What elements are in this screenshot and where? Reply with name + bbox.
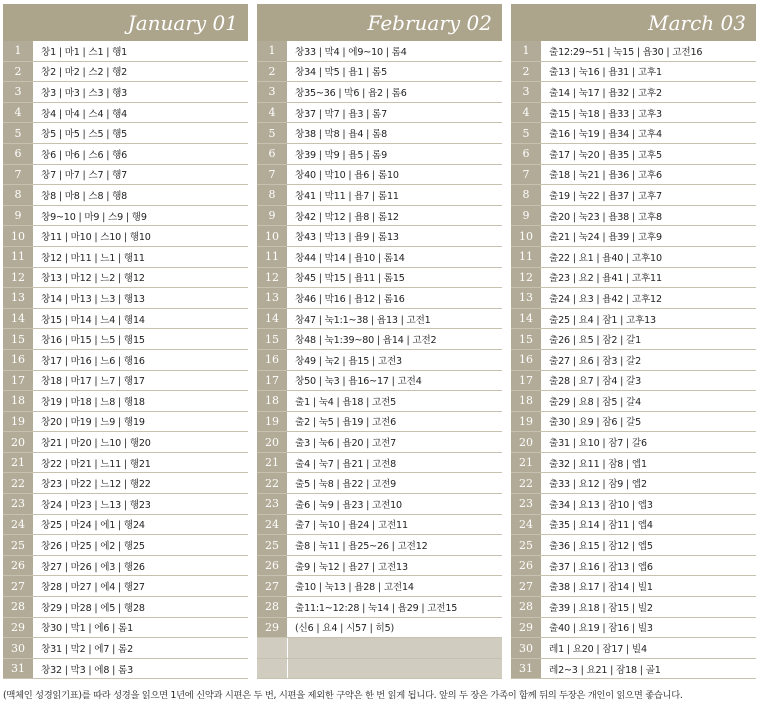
- reading-plan: 창18 | 마17 | 느7 | 행17: [34, 371, 248, 391]
- reading-plan: 창40 | 막10 | 욥6 | 롬10: [288, 165, 502, 185]
- day-number: 20: [257, 432, 288, 452]
- day-row: [3, 391, 248, 412]
- day-row: [257, 41, 502, 62]
- reading-plan: 창41 | 막11 | 욥7 | 롬11: [288, 185, 502, 205]
- day-row: [257, 535, 502, 556]
- day-number: 8: [511, 185, 542, 205]
- day-number: 24: [3, 515, 34, 535]
- reading-plan: 출25 | 요4 | 잠1 | 고후13: [542, 309, 756, 329]
- day-number: 20: [3, 432, 34, 452]
- day-number: 29: [3, 618, 34, 638]
- day-number: 10: [3, 226, 34, 246]
- day-row: [3, 494, 248, 515]
- day-number: 17: [3, 371, 34, 391]
- day-row: [511, 123, 756, 144]
- day-number: 7: [257, 165, 288, 185]
- reading-plan: 출13 | 눅16 | 욥31 | 고후1: [542, 62, 756, 82]
- reading-plan: 창12 | 마11 | 느1 | 행11: [34, 247, 248, 267]
- day-number: 23: [3, 494, 34, 514]
- reading-plan: 창25 | 마24 | 에1 | 행24: [34, 515, 248, 535]
- day-number: [257, 638, 288, 658]
- day-row: [257, 576, 502, 597]
- day-row: [511, 597, 756, 618]
- day-row: [511, 618, 756, 639]
- reading-plan: 창34 | 막5 | 욥1 | 롬5: [288, 62, 502, 82]
- reading-plan: 창50 | 눅3 | 욥16~17 | 고전4: [288, 371, 502, 391]
- reading-plan: 출31 | 요10 | 잠7 | 갈6: [542, 432, 756, 452]
- day-row: [257, 62, 502, 83]
- day-number: 5: [257, 123, 288, 143]
- reading-plan: 출34 | 요13 | 잠10 | 엡3: [542, 494, 756, 514]
- day-row: [257, 556, 502, 577]
- reading-plan: 출18 | 눅21 | 욥36 | 고후6: [542, 165, 756, 185]
- day-row: [257, 473, 502, 494]
- day-row: [511, 371, 756, 392]
- day-number: 19: [511, 412, 542, 432]
- reading-plan: 창39 | 막9 | 욥5 | 롬9: [288, 144, 502, 164]
- day-row: [3, 597, 248, 618]
- day-row: [257, 226, 502, 247]
- day-number: 12: [511, 268, 542, 288]
- reading-plan: 창8 | 마8 | 스8 | 행8: [34, 185, 248, 205]
- day-row: [257, 494, 502, 515]
- day-row: [511, 226, 756, 247]
- reading-plan: 창14 | 마13 | 느3 | 행13: [34, 288, 248, 308]
- day-number: 4: [511, 103, 542, 123]
- day-number: 13: [257, 288, 288, 308]
- day-number: 31: [3, 659, 34, 679]
- day-row: [511, 144, 756, 165]
- reading-plan: 창6 | 마6 | 스6 | 행6: [34, 144, 248, 164]
- day-row: [3, 638, 248, 659]
- day-number: 25: [257, 535, 288, 555]
- day-number: 21: [257, 453, 288, 473]
- day-number: 25: [3, 535, 34, 555]
- day-number: 6: [511, 144, 542, 164]
- reading-plan: 창22 | 마21 | 느11 | 행21: [34, 453, 248, 473]
- day-number: 16: [511, 350, 542, 370]
- day-row: [3, 268, 248, 289]
- day-number: 11: [3, 247, 34, 267]
- reading-plan: 창49 | 눅2 | 욥15 | 고전3: [288, 350, 502, 370]
- reading-plan: 출37 | 요16 | 잠13 | 엡6: [542, 556, 756, 576]
- day-row: [3, 473, 248, 494]
- reading-plan: 출28 | 요7 | 잠4 | 갈3: [542, 371, 756, 391]
- day-row: [3, 309, 248, 330]
- day-row: [511, 659, 756, 680]
- reading-plan: 출24 | 요3 | 욥42 | 고후12: [542, 288, 756, 308]
- day-row: [511, 515, 756, 536]
- day-number: 15: [511, 329, 542, 349]
- day-number: 12: [3, 268, 34, 288]
- reading-plan: 출4 | 눅7 | 욥21 | 고전8: [288, 453, 502, 473]
- day-number: 4: [3, 103, 34, 123]
- reading-plan: 출7 | 눅10 | 욥24 | 고전11: [288, 515, 502, 535]
- reading-plan: 출16 | 눅19 | 욥34 | 고후4: [542, 123, 756, 143]
- day-number: 15: [3, 329, 34, 349]
- reading-plan: 출40 | 요19 | 잠16 | 빌3: [542, 618, 756, 638]
- day-row: [257, 329, 502, 350]
- reading-plan: 창29 | 마28 | 에5 | 행28: [34, 597, 248, 617]
- day-number: 18: [3, 391, 34, 411]
- day-row: [257, 103, 502, 124]
- day-row: [257, 432, 502, 453]
- reading-plan: 창11 | 마10 | 스10 | 행10: [34, 226, 248, 246]
- reading-plan: 창19 | 마18 | 느8 | 행18: [34, 391, 248, 411]
- day-number: 7: [511, 165, 542, 185]
- day-number: 30: [3, 638, 34, 658]
- day-row: [511, 247, 756, 268]
- day-list: [3, 41, 248, 679]
- day-number: 26: [257, 556, 288, 576]
- day-number: 17: [257, 371, 288, 391]
- day-row: [257, 659, 502, 680]
- day-number: 22: [3, 473, 34, 493]
- reading-plan: 창48 | 눅1:39~80 | 욥14 | 고전2: [288, 329, 502, 349]
- day-row: [3, 165, 248, 186]
- day-row: [511, 185, 756, 206]
- day-row: [257, 618, 502, 639]
- day-row: [3, 412, 248, 433]
- day-number: 1: [511, 41, 542, 61]
- day-number: 13: [3, 288, 34, 308]
- day-number: 10: [511, 226, 542, 246]
- day-number: 28: [3, 597, 34, 617]
- day-row: [511, 41, 756, 62]
- reading-plan: 창20 | 마19 | 느9 | 행19: [34, 412, 248, 432]
- day-row: [257, 165, 502, 186]
- day-number: 27: [3, 576, 34, 596]
- reading-plan: 창16 | 마15 | 느5 | 행15: [34, 329, 248, 349]
- day-row: [3, 329, 248, 350]
- day-number: 27: [511, 576, 542, 596]
- day-list: [257, 41, 502, 679]
- day-row: [3, 432, 248, 453]
- reading-plan: 창33 | 막4 | 에9~10 | 롬4: [288, 41, 502, 61]
- reading-plan: 출23 | 요2 | 욥41 | 고후11: [542, 268, 756, 288]
- day-row: [3, 350, 248, 371]
- day-row: [511, 432, 756, 453]
- day-number: 8: [3, 185, 34, 205]
- day-row: [511, 103, 756, 124]
- reading-plan: 창42 | 막12 | 욥8 | 롬12: [288, 206, 502, 226]
- reading-plan: 출12:29~51 | 눅15 | 욥30 | 고전16: [542, 41, 756, 61]
- reading-plan: 출29 | 요8 | 잠5 | 갈4: [542, 391, 756, 411]
- day-row: [511, 82, 756, 103]
- day-number: 19: [3, 412, 34, 432]
- reading-plan: 레2~3 | 요21 | 잠18 | 골1: [542, 659, 756, 679]
- day-number: 12: [257, 268, 288, 288]
- reading-plan: 창37 | 막7 | 욥3 | 롬7: [288, 103, 502, 123]
- day-number: 23: [511, 494, 542, 514]
- day-number: 24: [257, 515, 288, 535]
- day-number: 14: [3, 309, 34, 329]
- month-title: February 02: [257, 4, 502, 41]
- reading-plan: 창28 | 마27 | 에4 | 행27: [34, 576, 248, 596]
- day-row: [3, 103, 248, 124]
- reading-plan: 창21 | 마20 | 느10 | 행20: [34, 432, 248, 452]
- footnote: (맥체인 성경읽기표)를 따라 성경을 읽으면 1년에 신약과 시편은 두 번, 시편을 제외한 구약은 한 번 읽게 됩니다. 앞의 두 장은 가족이 함께 뒤의 두장은 개인이 읽으면 좋습니다.: [3, 690, 683, 701]
- reading-plan: [288, 638, 502, 658]
- day-number: 9: [511, 206, 542, 226]
- day-row: [3, 535, 248, 556]
- reading-plan: 창2 | 마2 | 스2 | 행2: [34, 62, 248, 82]
- day-row: [257, 391, 502, 412]
- day-number: 24: [511, 515, 542, 535]
- day-row: [257, 515, 502, 536]
- reading-plan: 출30 | 요9 | 잠6 | 갈5: [542, 412, 756, 432]
- day-number: 3: [511, 82, 542, 102]
- day-number: 6: [257, 144, 288, 164]
- day-row: [3, 659, 248, 680]
- reading-plan: 창24 | 마23 | 느13 | 행23: [34, 494, 248, 514]
- day-row: [257, 638, 502, 659]
- reading-plan: 출11:1~12:28 | 눅14 | 욥29 | 고전15: [288, 597, 502, 617]
- reading-plan: 창13 | 마12 | 느2 | 행12: [34, 268, 248, 288]
- reading-plan: 출36 | 요15 | 잠12 | 엡5: [542, 535, 756, 555]
- day-row: [3, 576, 248, 597]
- reading-plan: 창44 | 막14 | 욥10 | 롬14: [288, 247, 502, 267]
- reading-plan: 출21 | 눅24 | 욥39 | 고후9: [542, 226, 756, 246]
- reading-plan: 출19 | 눅22 | 욥37 | 고후7: [542, 185, 756, 205]
- reading-plan: 창27 | 마26 | 에3 | 행26: [34, 556, 248, 576]
- month-column-march: [511, 4, 756, 679]
- day-number: 10: [257, 226, 288, 246]
- reading-plan: 창17 | 마16 | 느6 | 행16: [34, 350, 248, 370]
- day-row: [257, 350, 502, 371]
- reading-plan: 출8 | 눅11 | 욥25~26 | 고전12: [288, 535, 502, 555]
- day-row: [511, 288, 756, 309]
- day-number: 15: [257, 329, 288, 349]
- day-number: 16: [3, 350, 34, 370]
- day-number: 27: [257, 576, 288, 596]
- day-number: 9: [257, 206, 288, 226]
- day-row: [511, 309, 756, 330]
- day-list: [511, 41, 756, 679]
- reading-plan: 출32 | 요11 | 잠8 | 엡1: [542, 453, 756, 473]
- day-number: 2: [511, 62, 542, 82]
- day-row: [511, 556, 756, 577]
- day-row: [257, 371, 502, 392]
- reading-plan: (신6 | 요4 | 시57 | 히5): [288, 618, 502, 638]
- day-number: 26: [3, 556, 34, 576]
- day-row: [3, 556, 248, 577]
- day-number: 25: [511, 535, 542, 555]
- reading-plan: 창4 | 마4 | 스4 | 행4: [34, 103, 248, 123]
- day-row: [257, 82, 502, 103]
- day-number: 31: [511, 659, 542, 679]
- day-number: 11: [511, 247, 542, 267]
- month-column-january: [3, 4, 248, 679]
- day-row: [511, 391, 756, 412]
- day-row: [257, 268, 502, 289]
- reading-plan: 창26 | 마25 | 에2 | 행25: [34, 535, 248, 555]
- reading-plan: 출6 | 눅9 | 욥23 | 고전10: [288, 494, 502, 514]
- day-number: 1: [3, 41, 34, 61]
- day-row: [3, 288, 248, 309]
- day-row: [3, 144, 248, 165]
- day-row: [3, 41, 248, 62]
- reading-plan: 출35 | 요14 | 잠11 | 엡4: [542, 515, 756, 535]
- day-number: 3: [3, 82, 34, 102]
- day-number: 20: [511, 432, 542, 452]
- reading-plan: 출33 | 요12 | 잠9 | 엡2: [542, 473, 756, 493]
- day-number: 22: [511, 473, 542, 493]
- day-row: [257, 453, 502, 474]
- day-number: 23: [257, 494, 288, 514]
- day-number: 19: [257, 412, 288, 432]
- day-row: [3, 453, 248, 474]
- month-title: March 03: [511, 4, 756, 41]
- day-number: 2: [257, 62, 288, 82]
- day-row: [257, 144, 502, 165]
- day-number: 30: [511, 638, 542, 658]
- reading-plan: 창32 | 막3 | 에8 | 롬3: [34, 659, 248, 679]
- month-column-february: [257, 4, 502, 679]
- day-row: [3, 82, 248, 103]
- day-number: 18: [511, 391, 542, 411]
- day-row: [3, 185, 248, 206]
- month-title: January 01: [3, 4, 248, 41]
- reading-plan: 출27 | 요6 | 잠3 | 갈2: [542, 350, 756, 370]
- reading-plan: 창47 | 눅1:1~38 | 욥13 | 고전1: [288, 309, 502, 329]
- day-number: 29: [511, 618, 542, 638]
- day-number: 22: [257, 473, 288, 493]
- day-row: [511, 268, 756, 289]
- reading-plan: 출3 | 눅6 | 욥20 | 고전7: [288, 432, 502, 452]
- reading-plan: 창5 | 마5 | 스5 | 행5: [34, 123, 248, 143]
- day-row: [511, 453, 756, 474]
- day-row: [257, 309, 502, 330]
- reading-plan: 출9 | 눅12 | 욥27 | 고전13: [288, 556, 502, 576]
- day-number: 16: [257, 350, 288, 370]
- day-row: [257, 412, 502, 433]
- day-row: [511, 576, 756, 597]
- day-number: 1: [257, 41, 288, 61]
- reading-plan: 출26 | 요5 | 잠2 | 갈1: [542, 329, 756, 349]
- day-number: 29: [257, 618, 288, 638]
- day-row: [257, 206, 502, 227]
- day-row: [257, 123, 502, 144]
- day-row: [511, 165, 756, 186]
- day-number: 18: [257, 391, 288, 411]
- day-number: 4: [257, 103, 288, 123]
- reading-plan: 출20 | 눅23 | 욥38 | 고후8: [542, 206, 756, 226]
- day-row: [511, 473, 756, 494]
- day-number: [257, 659, 288, 679]
- day-number: 5: [511, 123, 542, 143]
- day-row: [511, 62, 756, 83]
- day-row: [257, 288, 502, 309]
- reading-plan: 창45 | 막15 | 욥11 | 롬15: [288, 268, 502, 288]
- reading-plan: 창38 | 막8 | 욥4 | 롬8: [288, 123, 502, 143]
- reading-plan: 창23 | 마22 | 느12 | 행22: [34, 473, 248, 493]
- reading-plan: 출14 | 눅17 | 욥32 | 고후2: [542, 82, 756, 102]
- day-number: 13: [511, 288, 542, 308]
- reading-plan: 출5 | 눅8 | 욥22 | 고전9: [288, 473, 502, 493]
- reading-plan: 창15 | 마14 | 느4 | 행14: [34, 309, 248, 329]
- reading-plan: 창9~10 | 마9 | 스9 | 행9: [34, 206, 248, 226]
- reading-plan: 창3 | 마3 | 스3 | 행3: [34, 82, 248, 102]
- day-row: [511, 494, 756, 515]
- day-number: 6: [3, 144, 34, 164]
- day-row: [511, 350, 756, 371]
- day-number: 21: [511, 453, 542, 473]
- reading-plan: 출17 | 눅20 | 욥35 | 고후5: [542, 144, 756, 164]
- reading-plan: 창46 | 막16 | 욥12 | 롬16: [288, 288, 502, 308]
- day-number: 7: [3, 165, 34, 185]
- day-row: [3, 515, 248, 536]
- reading-plan: 출1 | 눅4 | 욥18 | 고전5: [288, 391, 502, 411]
- day-row: [3, 226, 248, 247]
- reading-plan: 출2 | 눅5 | 욥19 | 고전6: [288, 412, 502, 432]
- reading-plan: 출38 | 요17 | 잠14 | 빌1: [542, 576, 756, 596]
- day-row: [3, 62, 248, 83]
- reading-plan: [288, 659, 502, 679]
- day-row: [511, 329, 756, 350]
- day-number: 14: [257, 309, 288, 329]
- day-number: 26: [511, 556, 542, 576]
- day-number: 17: [511, 371, 542, 391]
- day-row: [257, 185, 502, 206]
- day-number: 8: [257, 185, 288, 205]
- day-row: [511, 412, 756, 433]
- day-row: [511, 638, 756, 659]
- day-row: [257, 247, 502, 268]
- reading-plan: 출22 | 요1 | 욥40 | 고후10: [542, 247, 756, 267]
- day-number: 11: [257, 247, 288, 267]
- day-number: 2: [3, 62, 34, 82]
- day-number: 28: [257, 597, 288, 617]
- reading-plan: 출39 | 요18 | 잠15 | 빌2: [542, 597, 756, 617]
- reading-plan: 출15 | 눅18 | 욥33 | 고후3: [542, 103, 756, 123]
- day-row: [511, 535, 756, 556]
- reading-plan: 창43 | 막13 | 욥9 | 롬13: [288, 226, 502, 246]
- day-row: [3, 371, 248, 392]
- day-number: 5: [3, 123, 34, 143]
- day-row: [3, 206, 248, 227]
- reading-plan: 창30 | 막1 | 에6 | 롬1: [34, 618, 248, 638]
- day-row: [3, 618, 248, 639]
- reading-plan: 출10 | 눅13 | 욥28 | 고전14: [288, 576, 502, 596]
- reading-plan: 창1 | 마1 | 스1 | 행1: [34, 41, 248, 61]
- day-number: 3: [257, 82, 288, 102]
- day-number: 21: [3, 453, 34, 473]
- day-number: 14: [511, 309, 542, 329]
- day-row: [511, 206, 756, 227]
- day-number: 28: [511, 597, 542, 617]
- day-row: [3, 247, 248, 268]
- reading-plan: 창7 | 마7 | 스7 | 행7: [34, 165, 248, 185]
- reading-plan: 창31 | 막2 | 에7 | 롬2: [34, 638, 248, 658]
- day-number: 9: [3, 206, 34, 226]
- reading-plan: 레1 | 요20 | 잠17 | 빌4: [542, 638, 756, 658]
- reading-plan: 창35~36 | 막6 | 욥2 | 롬6: [288, 82, 502, 102]
- day-row: [257, 597, 502, 618]
- day-row: [3, 123, 248, 144]
